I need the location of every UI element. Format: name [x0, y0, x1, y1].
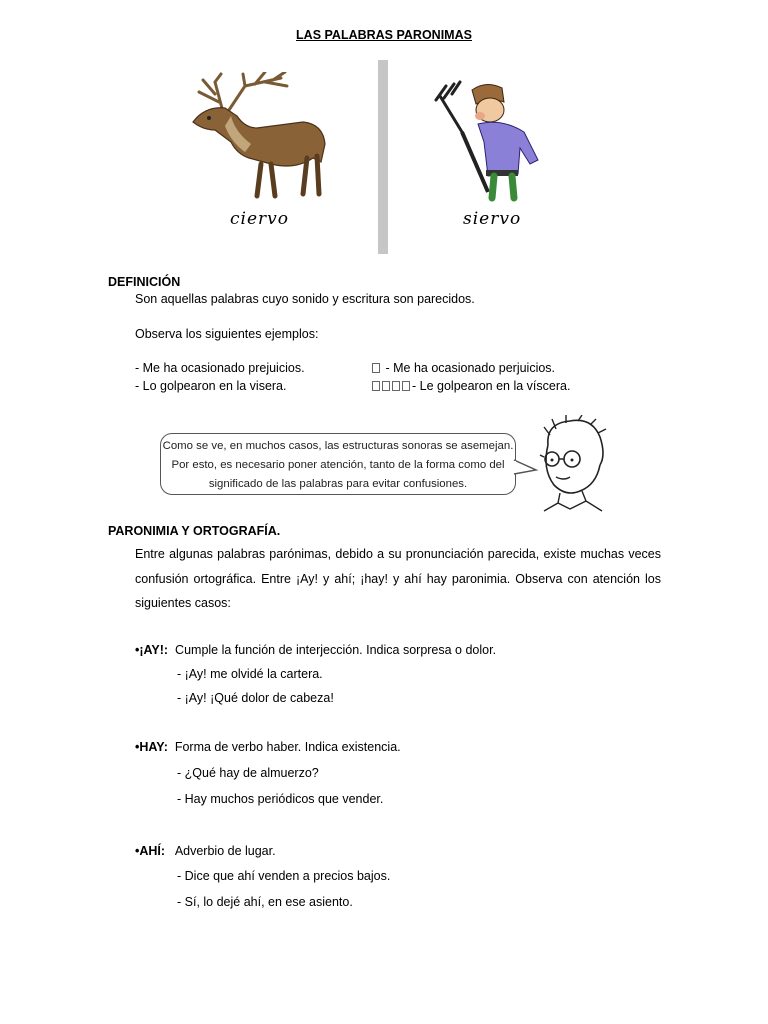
- missing-glyph-icon: [372, 381, 380, 391]
- case-ay: [135, 643, 496, 657]
- case-desc: Forma de verbo haber. Indica existencia.: [174, 740, 401, 754]
- caption-siervo: siervo: [463, 209, 522, 229]
- example-left-2: - Lo golpearon en la visera.: [135, 379, 287, 393]
- case-term: •AHÍ:: [135, 844, 166, 858]
- example-right-2: [372, 379, 570, 393]
- missing-glyph-icon: [382, 381, 390, 391]
- definition-heading: DEFINICIÓN: [108, 275, 181, 289]
- man-with-glasses-illustration: [536, 415, 616, 515]
- orthography-heading: PARONIMIA Y ORTOGRAFÍA.: [108, 524, 281, 538]
- deer-illustration: [185, 72, 335, 202]
- orthography-paragraph: Entre algunas palabras parónimas, debido a su pronunciación parecida, existe muchas veces confusión ortográfica. Entre ¡Ay! y ahí; ¡hay! y ahí hay paronimia. Observa con atención los siguientes casos:: [135, 547, 661, 610]
- case-example: - ¿Qué hay de almuerzo?: [177, 766, 319, 780]
- missing-glyph-icon: [402, 381, 410, 391]
- divider-bar: [378, 60, 388, 254]
- missing-glyph-icon: [372, 363, 380, 373]
- example-right-2-text: - Le golpearon en la víscera.: [412, 379, 571, 393]
- definition-text: Son aquellas palabras cuyo sonido y escritura son parecidos.: [135, 292, 475, 306]
- case-hay: [135, 740, 401, 754]
- case-desc: Adverbio de lugar.: [174, 844, 276, 858]
- examples-intro: Observa los siguientes ejemplos:: [135, 327, 319, 341]
- example-right-1: [372, 361, 555, 375]
- case-desc: Cumple la función de interjección. Indica sorpresa o dolor.: [175, 643, 497, 657]
- serf-illustration: [432, 78, 552, 208]
- case-ahi: [135, 844, 276, 858]
- case-example: - Sí, lo dejé ahí, en ese asiento.: [177, 895, 353, 909]
- example-right-1-text: - Me ha ocasionado perjuicios.: [385, 361, 556, 375]
- case-example: - Dice que ahí venden a precios bajos.: [177, 869, 391, 883]
- caption-ciervo: ciervo: [230, 209, 289, 229]
- example-left-1: - Me ha ocasionado prejuicios.: [135, 361, 305, 375]
- case-term: •HAY:: [135, 740, 168, 754]
- case-term: •¡AY!:: [135, 643, 169, 657]
- case-example: - ¡Ay! ¡Qué dolor de cabeza!: [177, 691, 334, 705]
- case-example: - Hay muchos periódicos que vender.: [177, 792, 384, 806]
- speech-bubble-text: Como se ve, en muchos casos, las estructuras sonoras se asemejan. Por esto, es necesario poner atención, tanto de la forma como del significado de las palabras para evitar confusiones.: [162, 440, 514, 490]
- case-example: - ¡Ay! me olvidé la cartera.: [177, 667, 323, 681]
- page-title: LAS PALABRAS PARONIMAS: [296, 28, 472, 42]
- missing-glyph-icon: [392, 381, 400, 391]
